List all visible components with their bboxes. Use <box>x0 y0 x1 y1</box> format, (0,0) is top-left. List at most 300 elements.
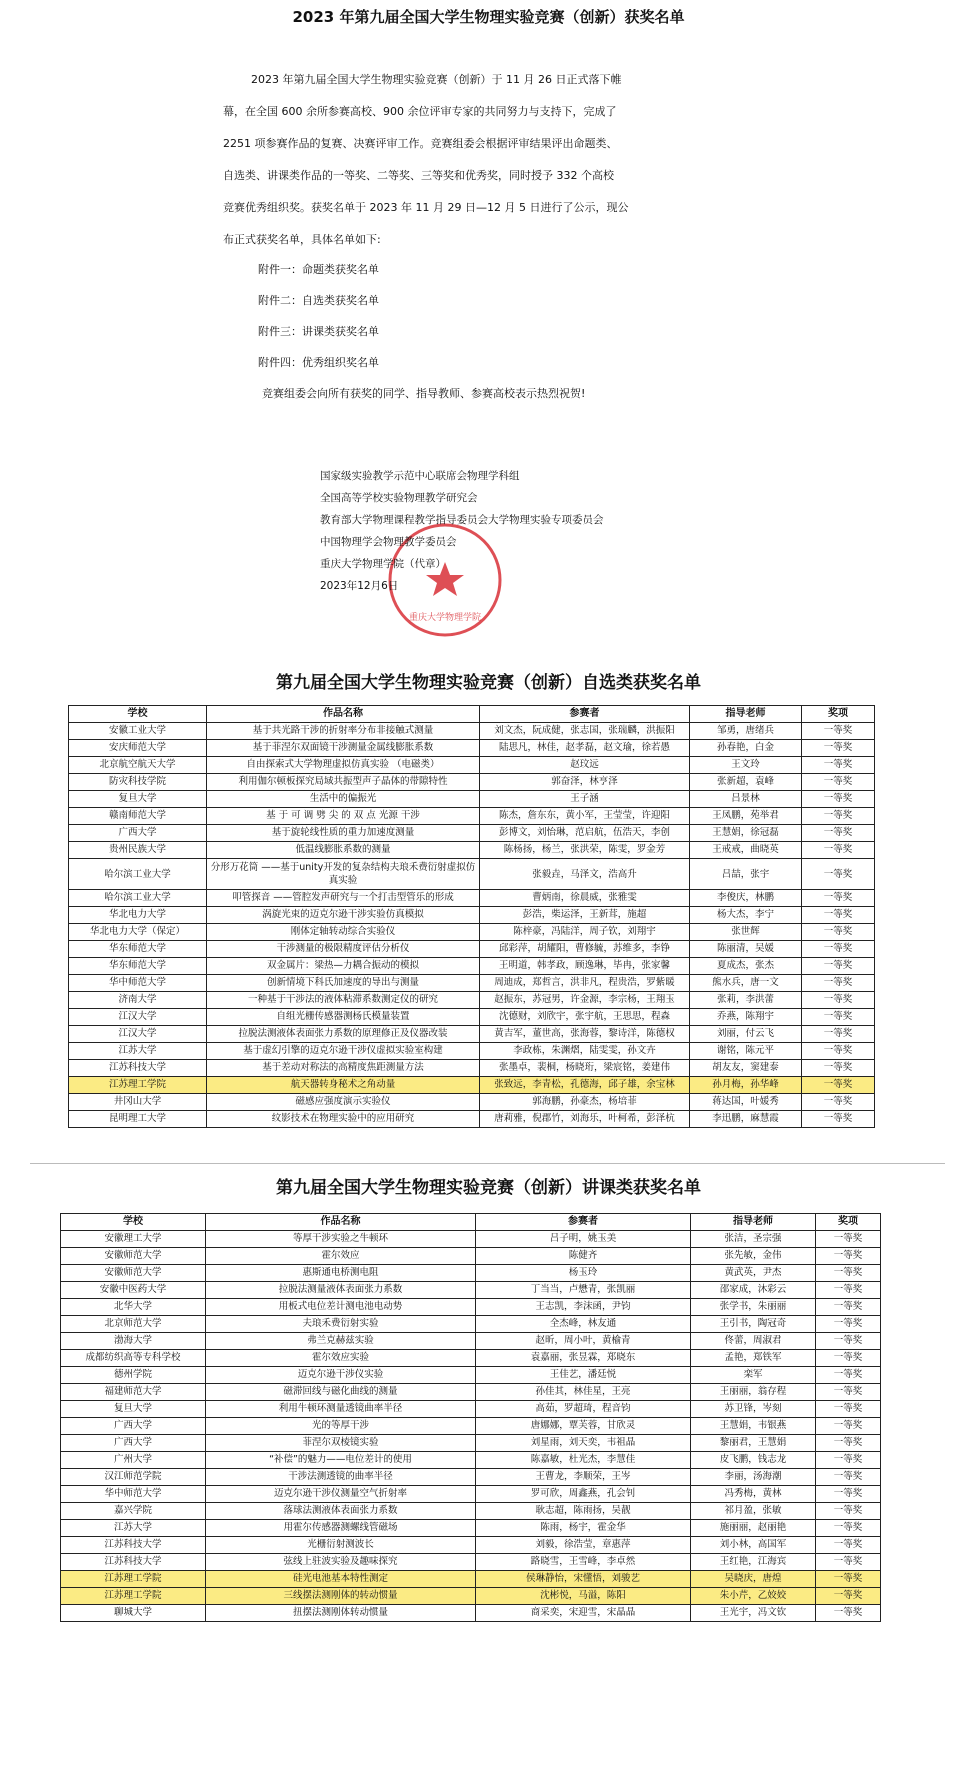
column-header: 指导老师 <box>690 706 802 723</box>
table-row <box>69 1009 875 1026</box>
award-cell: 一等奖 <box>816 1401 881 1418</box>
school-cell: 汉江师范学院 <box>61 1469 206 1486</box>
award-cell: 一等奖 <box>802 1077 875 1094</box>
advisor-cell: 皮飞鹏，钱志龙 <box>691 1452 816 1469</box>
table-row <box>69 1043 875 1060</box>
advisor-cell: 刘丽，付云飞 <box>690 1026 802 1043</box>
signatory-line: 教育部大学物理课程教学指导委员会大学物理实验专项委员会 <box>320 514 604 526</box>
school-cell: 贵州民族大学 <box>69 842 207 859</box>
advisor-cell: 王光宇，冯文钦 <box>691 1605 816 1622</box>
advisor-cell: 王慧娟，韦银燕 <box>691 1418 816 1435</box>
award-cell: 一等奖 <box>816 1350 881 1367</box>
participants-cell: 沈德财，刘欣宇，张宇航，王思思，程森 <box>480 1009 690 1026</box>
advisor-cell: 王丽丽，翁存程 <box>691 1384 816 1401</box>
project-cell: 拉脱法测液体表面张力系数的原理修正及仪器改装 <box>207 1026 480 1043</box>
signature-date: 2023年12月6日 <box>320 580 399 592</box>
paragraph-line: 布正式获奖名单，具体名单如下: <box>223 233 381 246</box>
participants-cell: 商采奕，宋迎雪，宋晶晶 <box>476 1605 691 1622</box>
table-row <box>69 808 875 825</box>
advisor-cell: 栾军 <box>691 1367 816 1384</box>
advisor-cell: 吕喆，张宇 <box>690 859 802 890</box>
table-row <box>69 890 875 907</box>
table-row <box>61 1333 881 1350</box>
project-cell: 纹影技术在物理实验中的应用研究 <box>207 1111 480 1128</box>
participants-cell: 唐莉雅，倪郡竹，刘海乐，叶柯希，彭泽杭 <box>480 1111 690 1128</box>
project-cell: 涡旋光束的迈克尔逊干涉实验仿真模拟 <box>207 907 480 924</box>
table-row <box>61 1299 881 1316</box>
table-row <box>69 941 875 958</box>
advisor-cell: 王戒戒，曲晓英 <box>690 842 802 859</box>
advisor-cell: 邵家成，沐彩云 <box>691 1282 816 1299</box>
school-cell: 北京航空航天大学 <box>69 757 207 774</box>
participants-cell: 赵昕，周小叶，黄榆青 <box>476 1333 691 1350</box>
advisor-cell: 乔燕，陈翔宇 <box>690 1009 802 1026</box>
school-cell: 哈尔滨工业大学 <box>69 859 207 890</box>
advisor-cell: 王文玲 <box>690 757 802 774</box>
attachment-list <box>258 254 585 409</box>
school-cell: 安徽师范大学 <box>61 1248 206 1265</box>
advisor-cell: 佟蕾，周淑君 <box>691 1333 816 1350</box>
project-cell: 基于差动对称法的高精度焦距测量方法 <box>207 1060 480 1077</box>
school-cell: 北京师范大学 <box>61 1316 206 1333</box>
school-cell: 渤海大学 <box>61 1333 206 1350</box>
table2-title: 第九届全国大学生物理实验竞赛（创新）讲课类获奖名单 <box>276 1178 701 1198</box>
advisor-cell: 邹勇，唐绪兵 <box>690 723 802 740</box>
advisor-cell: 杨大杰，李宁 <box>690 907 802 924</box>
advisor-cell: 孙月梅，孙华峰 <box>690 1077 802 1094</box>
participants-cell: 王志凯，李沫函，尹钧 <box>476 1299 691 1316</box>
school-cell: 江苏理工学院 <box>69 1077 207 1094</box>
participants-cell: 郭奋泽，林亨泽 <box>480 774 690 791</box>
award-cell: 一等奖 <box>802 1094 875 1111</box>
column-header: 学校 <box>69 706 207 723</box>
project-cell: 基于虚幻引擎的迈克尔逊干涉仪虚拟实验室构建 <box>207 1043 480 1060</box>
award-cell: 一等奖 <box>816 1469 881 1486</box>
award-cell: 一等奖 <box>802 740 875 757</box>
award-cell: 一等奖 <box>816 1588 881 1605</box>
project-cell: 叩管探音 ——管腔发声研究与一个打击型管乐的形成 <box>207 890 480 907</box>
advisor-cell: 谢铭，陈元平 <box>690 1043 802 1060</box>
paragraph-line: 竞赛优秀组织奖。获奖名单于 2023 年 11 月 29 日—12 月 5 日进行了公示，现公 <box>223 201 629 214</box>
school-cell: 江苏科技大学 <box>61 1537 206 1554</box>
intro-paragraph <box>223 64 663 256</box>
project-cell: 扭摆法测刚体转动惯量 <box>206 1605 476 1622</box>
advisor-cell: 王凤鹏，苑举君 <box>690 808 802 825</box>
table-row <box>61 1418 881 1435</box>
school-cell: 赣南师范大学 <box>69 808 207 825</box>
project-cell: 拉脱法测量液体表面张力系数 <box>206 1282 476 1299</box>
award-cell: 一等奖 <box>802 941 875 958</box>
participants-cell: 张致远，李青松，孔德海，邱子雄，余宝林 <box>480 1077 690 1094</box>
table-row <box>61 1384 881 1401</box>
project-cell: 用霍尔传感器测螺线管磁场 <box>206 1520 476 1537</box>
advisor-cell: 张新超，袁峰 <box>690 774 802 791</box>
advisor-cell: 张世辉 <box>690 924 802 941</box>
participants-cell: 彭博文，刘怡琳，范启航，伍浩天，李创 <box>480 825 690 842</box>
school-cell: 江汉大学 <box>69 1009 207 1026</box>
participants-cell: 丁当当，卢懋青，张凯丽 <box>476 1282 691 1299</box>
advisor-cell: 夏成杰，张杰 <box>690 958 802 975</box>
project-cell: 基于菲涅尔双面镜干涉测量金属线膨胀系数 <box>207 740 480 757</box>
award-cell: 一等奖 <box>802 757 875 774</box>
participants-cell: 王佳艺，潘廷悦 <box>476 1367 691 1384</box>
table-row <box>69 842 875 859</box>
participants-cell: 陈杨扬，杨兰，张洪荣，陈雯，罗金芳 <box>480 842 690 859</box>
participants-cell: 路晓雪，王雪峰，李卓然 <box>476 1554 691 1571</box>
participants-cell: 陈雨，杨宇，霍金华 <box>476 1520 691 1537</box>
project-cell: 弗兰克赫兹实验 <box>206 1333 476 1350</box>
project-cell: 低温线膨胀系数的测量 <box>207 842 480 859</box>
school-cell: 江汉大学 <box>69 1026 207 1043</box>
project-cell: 三线摆法测刚体的转动惯量 <box>206 1588 476 1605</box>
column-header: 学校 <box>61 1214 206 1231</box>
project-cell: 等厚干涉实验之牛顿环 <box>206 1231 476 1248</box>
table-header-row <box>61 1214 881 1231</box>
participants-cell: 李政栋，朱渊熠，陆雯雯，孙文卉 <box>480 1043 690 1060</box>
participants-cell: 袁嘉丽，张昱霖，郑晓东 <box>476 1350 691 1367</box>
table-row <box>61 1435 881 1452</box>
paragraph-line: 2251 项参赛作品的复赛、决赛评审工作。竞赛组委会根据评审结果评出命题类、 <box>223 137 618 150</box>
award-cell: 一等奖 <box>816 1384 881 1401</box>
participants-cell: 陈杰，詹东东，黄小军，王莹莹，许迎阳 <box>480 808 690 825</box>
advisor-cell: 蒋达国，叶媛秀 <box>690 1094 802 1111</box>
award-cell: 一等奖 <box>802 890 875 907</box>
lecture-awards-table <box>60 1213 881 1622</box>
participants-cell: 刘文杰，阮成健，张志国，张瑞麟，洪振阳 <box>480 723 690 740</box>
award-cell: 一等奖 <box>802 791 875 808</box>
award-cell: 一等奖 <box>816 1367 881 1384</box>
table-row <box>69 757 875 774</box>
attachment-item: 附件三：讲课类获奖名单 <box>258 325 379 338</box>
column-header: 参赛者 <box>476 1214 691 1231</box>
award-cell: 一等奖 <box>816 1299 881 1316</box>
project-cell: 利用伽尔顿板探究局域共振型声子晶体的带隙特性 <box>207 774 480 791</box>
school-cell: 广州大学 <box>61 1452 206 1469</box>
signatory-block <box>320 465 604 597</box>
advisor-cell: 王红艳，江海宾 <box>691 1554 816 1571</box>
table-row <box>61 1350 881 1367</box>
project-cell: 创新情境下科氏加速度的导出与测量 <box>207 975 480 992</box>
school-cell: 北华大学 <box>61 1299 206 1316</box>
advisor-cell: 刘小林，高国军 <box>691 1537 816 1554</box>
paragraph-line: 自选类、讲课类作品的一等奖、二等奖、三等奖和优秀奖，同时授予 332 个高校 <box>223 169 614 182</box>
table-row <box>69 924 875 941</box>
advisor-cell: 李丽，汤海潮 <box>691 1469 816 1486</box>
advisor-cell: 李迅鹏，麻慧霞 <box>690 1111 802 1128</box>
participants-cell: 赵玟远 <box>480 757 690 774</box>
column-header: 奖项 <box>816 1214 881 1231</box>
advisor-cell: 张学书，朱丽丽 <box>691 1299 816 1316</box>
section-divider <box>30 1163 945 1164</box>
table-row <box>61 1452 881 1469</box>
table-row <box>69 859 875 890</box>
advisor-cell: 熊水兵，唐一文 <box>690 975 802 992</box>
school-cell: 江苏科技大学 <box>61 1554 206 1571</box>
table-row <box>69 975 875 992</box>
participants-cell: 杨玉玲 <box>476 1265 691 1282</box>
attachment-item: 附件四：优秀组织奖名单 <box>258 356 379 369</box>
participants-cell: 沈彬悦，马溢，陈阳 <box>476 1588 691 1605</box>
project-cell: 磁滞回线与磁化曲线的测量 <box>206 1384 476 1401</box>
project-cell: 基于旋轮线性质的重力加速度测量 <box>207 825 480 842</box>
participants-cell: 曹炳南，徐晨威，张雅雯 <box>480 890 690 907</box>
award-cell: 一等奖 <box>802 723 875 740</box>
award-cell: 一等奖 <box>816 1333 881 1350</box>
table-row <box>61 1265 881 1282</box>
table-row <box>61 1571 881 1588</box>
school-cell: 安徽理工大学 <box>61 1231 206 1248</box>
participants-cell: 王子涵 <box>480 791 690 808</box>
award-cell: 一等奖 <box>802 907 875 924</box>
award-cell: 一等奖 <box>816 1265 881 1282</box>
school-cell: 昆明理工大学 <box>69 1111 207 1128</box>
award-cell: 一等奖 <box>802 924 875 941</box>
award-cell: 一等奖 <box>802 808 875 825</box>
advisor-cell: 李俊庆，林鹏 <box>690 890 802 907</box>
project-cell: 自由探索式大学物理虚拟仿真实验 （电磁类） <box>207 757 480 774</box>
award-cell: 一等奖 <box>816 1554 881 1571</box>
project-cell: 弦线上驻波实验及趣味探究 <box>206 1554 476 1571</box>
school-cell: 江苏大学 <box>61 1520 206 1537</box>
table-row <box>69 1060 875 1077</box>
school-cell: 华中师范大学 <box>61 1486 206 1503</box>
table-row <box>69 723 875 740</box>
participants-cell: 刘毅，徐浩莹，章惠萍 <box>476 1537 691 1554</box>
table-row <box>61 1486 881 1503</box>
table-row <box>61 1469 881 1486</box>
project-cell: 迈克尔逊干涉仪实验 <box>206 1367 476 1384</box>
project-cell: 用板式电位差计测电池电动势 <box>206 1299 476 1316</box>
table-row <box>69 1026 875 1043</box>
table-row <box>69 774 875 791</box>
advisor-cell: 王慧娟，徐冠磊 <box>690 825 802 842</box>
project-cell: 夫琅禾费衍射实验 <box>206 1316 476 1333</box>
award-cell: 一等奖 <box>816 1537 881 1554</box>
participants-cell: 侯琳静怡，宋懂悟，刘骏艺 <box>476 1571 691 1588</box>
award-cell: 一等奖 <box>802 1111 875 1128</box>
project-cell: “补偿”的魅力——电位差计的使用 <box>206 1452 476 1469</box>
attachment-item: 附件一：命题类获奖名单 <box>258 263 379 276</box>
column-header: 指导老师 <box>691 1214 816 1231</box>
award-cell: 一等奖 <box>816 1418 881 1435</box>
award-cell: 一等奖 <box>802 774 875 791</box>
school-cell: 安庆师范大学 <box>69 740 207 757</box>
table-row <box>61 1316 881 1333</box>
school-cell: 广西大学 <box>69 825 207 842</box>
project-cell: 落球法测液体表面张力系数 <box>206 1503 476 1520</box>
award-cell: 一等奖 <box>816 1282 881 1299</box>
project-cell: 干涉测量的极限精度评估分析仪 <box>207 941 480 958</box>
participants-cell: 吕子明，姚玉美 <box>476 1231 691 1248</box>
table-row <box>61 1605 881 1622</box>
table-row <box>61 1554 881 1571</box>
signatory-line: 全国高等学校实验物理教学研究会 <box>320 492 478 504</box>
project-cell: 迈克尔逊干涉仪测量空气折射率 <box>206 1486 476 1503</box>
school-cell: 济南大学 <box>69 992 207 1009</box>
participants-cell: 彭浩，柴运泽，王新茸，施超 <box>480 907 690 924</box>
paragraph-line: 2023 年第九届全国大学生物理实验竞赛（创新）于 11 月 26 日正式落下帷 <box>251 73 622 86</box>
participants-cell: 陆思凡，林佳，赵孝磊，赵文瑜，徐若愚 <box>480 740 690 757</box>
table-row <box>61 1401 881 1418</box>
award-cell: 一等奖 <box>802 975 875 992</box>
project-cell: 菲涅尔双棱镜实验 <box>206 1435 476 1452</box>
participants-cell: 刘星雨，刘天奕，韦祖晶 <box>476 1435 691 1452</box>
congrats-text: 竞赛组委会向所有获奖的同学、指导教师、参赛高校表示热烈祝贺! <box>262 387 586 400</box>
signatory-line: 中国物理学会物理教学委员会 <box>320 536 457 548</box>
advisor-cell: 孟艳，郑铁军 <box>691 1350 816 1367</box>
advisor-cell: 陈丽清，吴媛 <box>690 941 802 958</box>
award-cell: 一等奖 <box>816 1248 881 1265</box>
project-cell: 霍尔效应 <box>206 1248 476 1265</box>
table-row <box>69 825 875 842</box>
advisor-cell: 黎丽君，王慧娟 <box>691 1435 816 1452</box>
project-cell: 双金属片：梁热—力耦合振动的模拟 <box>207 958 480 975</box>
document-title: 2023 年第九届全国大学生物理实验竞赛（创新）获奖名单 <box>292 8 685 26</box>
table-row <box>61 1231 881 1248</box>
school-cell: 华中师范大学 <box>69 975 207 992</box>
table-header-row <box>69 706 875 723</box>
table-row <box>61 1588 881 1605</box>
school-cell: 嘉兴学院 <box>61 1503 206 1520</box>
participants-cell: 张墨卓，裴桐，杨晓珩，梁宸铭，姜建伟 <box>480 1060 690 1077</box>
signatory-line: 重庆大学物理学院（代章） <box>320 558 446 570</box>
school-cell: 哈尔滨工业大学 <box>69 890 207 907</box>
school-cell: 安徽工业大学 <box>69 723 207 740</box>
project-cell: 硅光电池基本特性测定 <box>206 1571 476 1588</box>
school-cell: 复旦大学 <box>69 791 207 808</box>
award-cell: 一等奖 <box>802 825 875 842</box>
participants-cell: 陈嘉敏，杜光杰，李慧佳 <box>476 1452 691 1469</box>
table-row <box>69 1094 875 1111</box>
participants-cell: 全杰峰，林友通 <box>476 1316 691 1333</box>
table-row <box>61 1537 881 1554</box>
project-cell: 干涉法测透镜的曲率半径 <box>206 1469 476 1486</box>
participants-cell: 赵振东，苏冠男，许金源，李宗杨，王翔玉 <box>480 992 690 1009</box>
school-cell: 广西大学 <box>61 1418 206 1435</box>
school-cell: 成都纺织高等专科学校 <box>61 1350 206 1367</box>
participants-cell: 耿志超，陈雨扬，吴靓 <box>476 1503 691 1520</box>
table-row <box>61 1520 881 1537</box>
award-cell: 一等奖 <box>816 1520 881 1537</box>
signatory-line: 国家级实验教学示范中心联席会物理学科组 <box>320 470 520 482</box>
advisor-cell: 吕景林 <box>690 791 802 808</box>
school-cell: 井冈山大学 <box>69 1094 207 1111</box>
table-row <box>69 791 875 808</box>
column-header: 作品名称 <box>206 1214 476 1231</box>
school-cell: 华东师范大学 <box>69 941 207 958</box>
advisor-cell: 冯秀梅，黄林 <box>691 1486 816 1503</box>
advisor-cell: 苏卫锋，岑刻 <box>691 1401 816 1418</box>
participants-cell: 黄吉军，董世高，张海蓉，黎诗洋，陈德权 <box>480 1026 690 1043</box>
column-header: 奖项 <box>802 706 875 723</box>
advisor-cell: 祁月盈，张敏 <box>691 1503 816 1520</box>
award-cell: 一等奖 <box>802 1026 875 1043</box>
participants-cell: 张毅垚，马泽文，浩高升 <box>480 859 690 890</box>
school-cell: 江苏大学 <box>69 1043 207 1060</box>
table-row <box>69 992 875 1009</box>
project-cell: 利用牛顿环测量透镜曲率半径 <box>206 1401 476 1418</box>
attachment-item: 附件二：自选类获奖名单 <box>258 294 379 307</box>
project-cell: 自组光栅传感器测杨氏模量装置 <box>207 1009 480 1026</box>
award-cell: 一等奖 <box>816 1452 881 1469</box>
school-cell: 德州学院 <box>61 1367 206 1384</box>
table-row <box>61 1282 881 1299</box>
table-row <box>69 907 875 924</box>
school-cell: 聊城大学 <box>61 1605 206 1622</box>
school-cell: 广西大学 <box>61 1435 206 1452</box>
seal-text: 重庆大学物理学院 <box>408 613 482 623</box>
project-cell: 生活中的偏振光 <box>207 791 480 808</box>
advisor-cell: 朱小芹，乙姣姣 <box>691 1588 816 1605</box>
project-cell: 惠斯通电桥测电阻 <box>206 1265 476 1282</box>
advisor-cell: 张洁，圣宗强 <box>691 1231 816 1248</box>
column-header: 参赛者 <box>480 706 690 723</box>
award-cell: 一等奖 <box>802 992 875 1009</box>
award-cell: 一等奖 <box>816 1503 881 1520</box>
table-row <box>69 1077 875 1094</box>
advisor-cell: 黄武英，尹杰 <box>691 1265 816 1282</box>
project-cell: 分形万花筒 ——基于unity开发的复杂结构夫琅禾费衍射虚拟仿真实验 <box>207 859 480 890</box>
participants-cell: 邱彩萍，胡耀阳，曹修毓，苏维多，李铮 <box>480 941 690 958</box>
participants-cell: 陈梓豪，冯陆洋，周子钦，刘翔宇 <box>480 924 690 941</box>
award-cell: 一等奖 <box>816 1231 881 1248</box>
school-cell: 安徽中医药大学 <box>61 1282 206 1299</box>
participants-cell: 王曹龙，李顺荣，王岑 <box>476 1469 691 1486</box>
project-cell: 光栅衍射测波长 <box>206 1537 476 1554</box>
table-row <box>69 1111 875 1128</box>
project-cell: 基 于 可 调 劈 尖 的 双 点 光源 干涉 <box>207 808 480 825</box>
advisor-cell: 孙春艳，白金 <box>690 740 802 757</box>
school-cell: 华北电力大学 <box>69 907 207 924</box>
participants-cell: 高茹，罗超琦，程音钧 <box>476 1401 691 1418</box>
column-header: 作品名称 <box>207 706 480 723</box>
project-cell: 光的等厚干涉 <box>206 1418 476 1435</box>
school-cell: 江苏理工学院 <box>61 1588 206 1605</box>
project-cell: 航天器转身秘术之角动量 <box>207 1077 480 1094</box>
project-cell: 刚体定轴转动综合实验仪 <box>207 924 480 941</box>
award-cell: 一等奖 <box>816 1571 881 1588</box>
project-cell: 霍尔效应实验 <box>206 1350 476 1367</box>
participants-cell: 郭海鹏，孙豪杰，杨培菲 <box>480 1094 690 1111</box>
table-row <box>69 958 875 975</box>
school-cell: 福建师范大学 <box>61 1384 206 1401</box>
advisor-cell: 吴晓庆，唐煌 <box>691 1571 816 1588</box>
school-cell: 复旦大学 <box>61 1401 206 1418</box>
award-cell: 一等奖 <box>802 1009 875 1026</box>
table-row <box>61 1248 881 1265</box>
project-cell: 一种基于干涉法的液体粘滞系数测定仪的研究 <box>207 992 480 1009</box>
advisor-cell: 施丽丽，赵丽艳 <box>691 1520 816 1537</box>
participants-cell: 孙佳其，林佳星，王亮 <box>476 1384 691 1401</box>
award-cell: 一等奖 <box>816 1435 881 1452</box>
table-row <box>61 1367 881 1384</box>
participants-cell: 王明道，韩孝政，顾逸琳，毕冉，张家馨 <box>480 958 690 975</box>
participants-cell: 罗可欣，周鑫燕，孔会钊 <box>476 1486 691 1503</box>
school-cell: 安徽师范大学 <box>61 1265 206 1282</box>
project-cell: 磁感应强度演示实验仪 <box>207 1094 480 1111</box>
advisor-cell: 张莉，李洪蕾 <box>690 992 802 1009</box>
advisor-cell: 胡友友，窦建泰 <box>690 1060 802 1077</box>
school-cell: 华北电力大学（保定） <box>69 924 207 941</box>
participants-cell: 唐娜娜，覃芙蓉，甘欣灵 <box>476 1418 691 1435</box>
award-cell: 一等奖 <box>816 1605 881 1622</box>
award-cell: 一等奖 <box>802 1043 875 1060</box>
self-selected-awards-table <box>68 705 875 1128</box>
school-cell: 江苏科技大学 <box>69 1060 207 1077</box>
award-cell: 一等奖 <box>816 1486 881 1503</box>
paragraph-line: 幕，在全国 600 余所参赛高校、900 余位评审专家的共同努力与支持下，完成了 <box>223 105 617 118</box>
award-cell: 一等奖 <box>802 842 875 859</box>
